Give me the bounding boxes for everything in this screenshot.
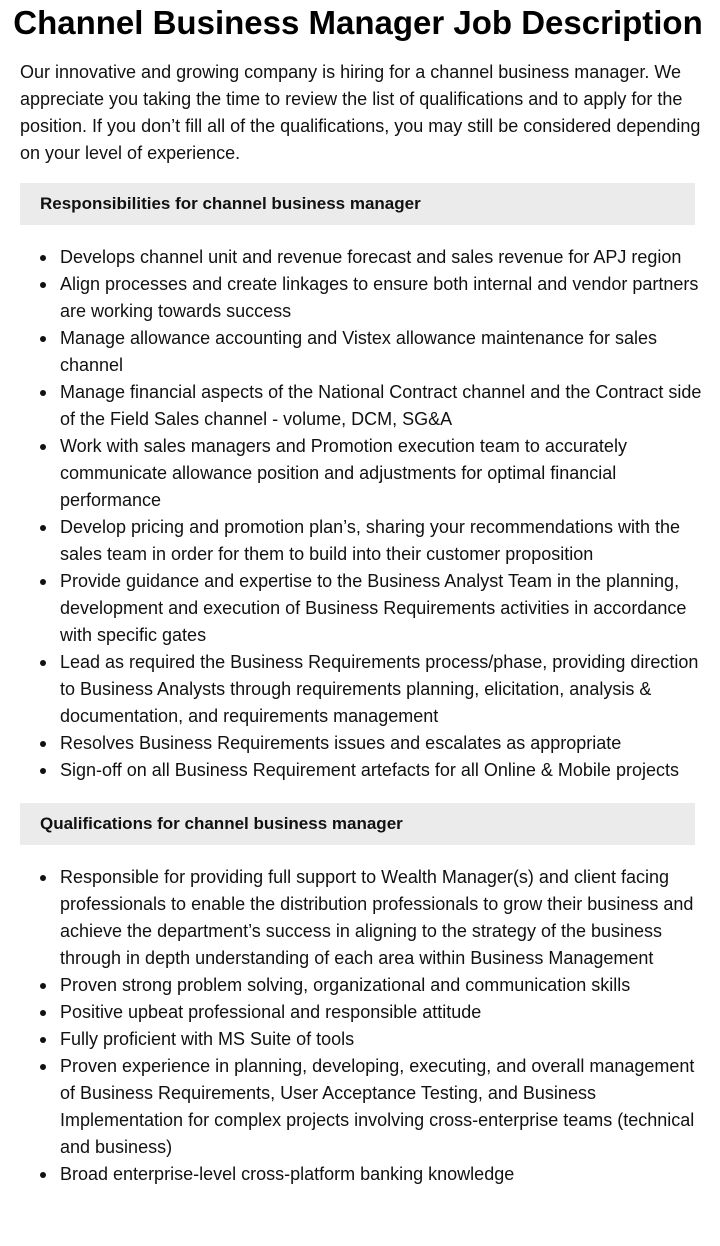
qualification-item: Broad enterprise-level cross-platform banking knowledge <box>60 1161 704 1188</box>
qualification-item: Proven strong problem solving, organizational and communication skills <box>60 972 704 999</box>
responsibility-item: Lead as required the Business Requirements process/phase, providing direction to Business Analysts through requirements planning, elicitation, analysis & documentation, and requirements management <box>60 649 704 730</box>
responsibility-item: Develops channel unit and revenue forecast and sales revenue for APJ region <box>60 244 704 271</box>
qualification-item: Proven experience in planning, developing, executing, and overall management of Business Requirements, User Acceptance Testing, and Business Implementation for complex projects involving cross-enterprise teams (technical and business) <box>60 1053 704 1161</box>
responsibility-item: Develop pricing and promotion plan’s, sharing your recommendations with the sales team in order for them to build into their customer proposition <box>60 514 704 568</box>
responsibilities-section-header <box>20 183 695 225</box>
responsibilities-list <box>20 244 704 784</box>
page-title: Channel Business Manager Job Description <box>13 4 703 41</box>
qualifications-heading: Qualifications for channel business manager <box>40 814 403 833</box>
qualification-item: Fully proficient with MS Suite of tools <box>60 1026 704 1053</box>
responsibility-item: Work with sales managers and Promotion execution team to accurately communicate allowance position and adjustments for optimal financial performance <box>60 433 704 514</box>
responsibility-item: Resolves Business Requirements issues and escalates as appropriate <box>60 730 704 757</box>
responsibility-item: Provide guidance and expertise to the Business Analyst Team in the planning, development and execution of Business Requirements activities in accordance with specific gates <box>60 568 704 649</box>
qualification-item: Responsible for providing full support to Wealth Manager(s) and client facing professionals to enable the distribution professionals to grow their business and achieve the department’s success in aligning to the strategy of the business through in depth understanding of each area within Business Management <box>60 864 704 972</box>
qualifications-section-header <box>20 803 695 845</box>
responsibility-item: Manage financial aspects of the National Contract channel and the Contract side of the Field Sales channel - volume, DCM, SG&A <box>60 379 704 433</box>
qualification-item: Positive upbeat professional and responsible attitude <box>60 999 704 1026</box>
responsibility-item: Manage allowance accounting and Vistex allowance maintenance for sales channel <box>60 325 704 379</box>
responsibility-item: Sign-off on all Business Requirement artefacts for all Online & Mobile projects <box>60 757 704 784</box>
qualifications-list <box>20 864 704 1188</box>
responsibilities-heading: Responsibilities for channel business manager <box>40 194 421 213</box>
intro-paragraph: Our innovative and growing company is hiring for a channel business manager. We appreciate you taking the time to review the list of qualifications and to apply for the position. If you don’t fill all of the qualifications, you may still be considered depending on your level of experience. <box>20 62 701 163</box>
responsibility-item: Align processes and create linkages to ensure both internal and vendor partners are working towards success <box>60 271 704 325</box>
